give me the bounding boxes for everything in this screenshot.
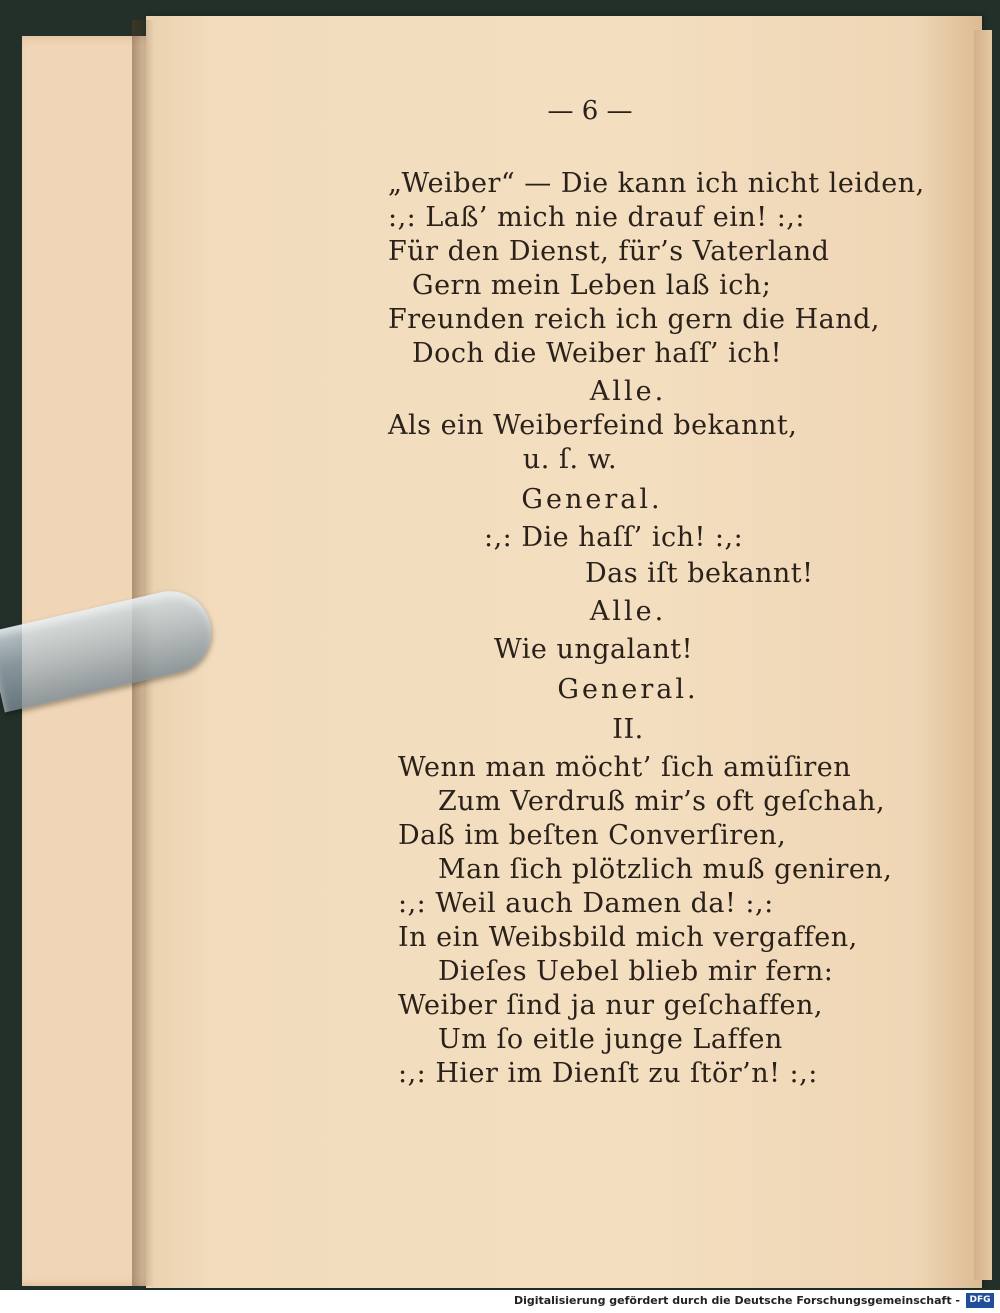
- verse-line: In ein Weibsbild mich vergaffen,: [398, 922, 858, 953]
- verse-line: Wie ungalant!: [494, 634, 693, 665]
- speaker-label: Alle.: [589, 376, 667, 407]
- verse-line: Man ſich plötzlich muß geniren,: [438, 854, 893, 885]
- verse-line: Um ſo eitle junge Laffen: [438, 1024, 783, 1055]
- section-numeral: II.: [612, 714, 644, 745]
- verse-line: Als ein Weiberfeind bekannt,: [388, 410, 798, 441]
- verse-line: :,: Laß’ mich nie drauf ein! :,:: [388, 202, 805, 233]
- funding-credit: Digitalisierung gefördert durch die Deutsche Forschungsgemeinschaft -: [513, 1294, 960, 1307]
- verse-line: :,: Die haſſ’ ich! :,:: [484, 522, 744, 553]
- verse-line: Dieſes Uebel blieb mir fern:: [438, 956, 834, 987]
- verse-line: :,: Hier im Dienſt zu ſtör’n! :,:: [398, 1058, 818, 1089]
- verse-line: Gern mein Leben laß ich;: [412, 270, 772, 301]
- verse-line: Daß im beſten Converſiren,: [398, 820, 787, 851]
- verse-line: Zum Verdruß mir’s oft geſchah,: [438, 786, 886, 817]
- footer-bar: [0, 1290, 1000, 1313]
- verse-line: Für den Dienst, für’s Vaterland: [388, 236, 830, 267]
- page-number: — 6 —: [547, 96, 633, 126]
- verse-line: Doch die Weiber haſſ’ ich!: [412, 338, 783, 369]
- verse-line: Das iſt bekannt!: [585, 558, 814, 589]
- verse-line: Weiber ſind ja nur geſchaffen,: [398, 990, 823, 1021]
- verse-line: :,: Weil auch Damen da! :,:: [398, 888, 774, 919]
- speaker-label: General.: [521, 484, 663, 515]
- verse-line: Freunden reich ich gern die Hand,: [388, 304, 880, 335]
- verse-line: Wenn man möcht’ ſich amüſiren: [398, 752, 852, 783]
- verse-line: u. ſ. w.: [522, 444, 618, 475]
- speaker-label: Alle.: [589, 596, 667, 627]
- speaker-label: General.: [557, 674, 699, 705]
- dfg-logo-icon: DFG: [966, 1293, 994, 1308]
- verse-line: „Weiber“ — Die kann ich nicht leiden,: [388, 168, 925, 199]
